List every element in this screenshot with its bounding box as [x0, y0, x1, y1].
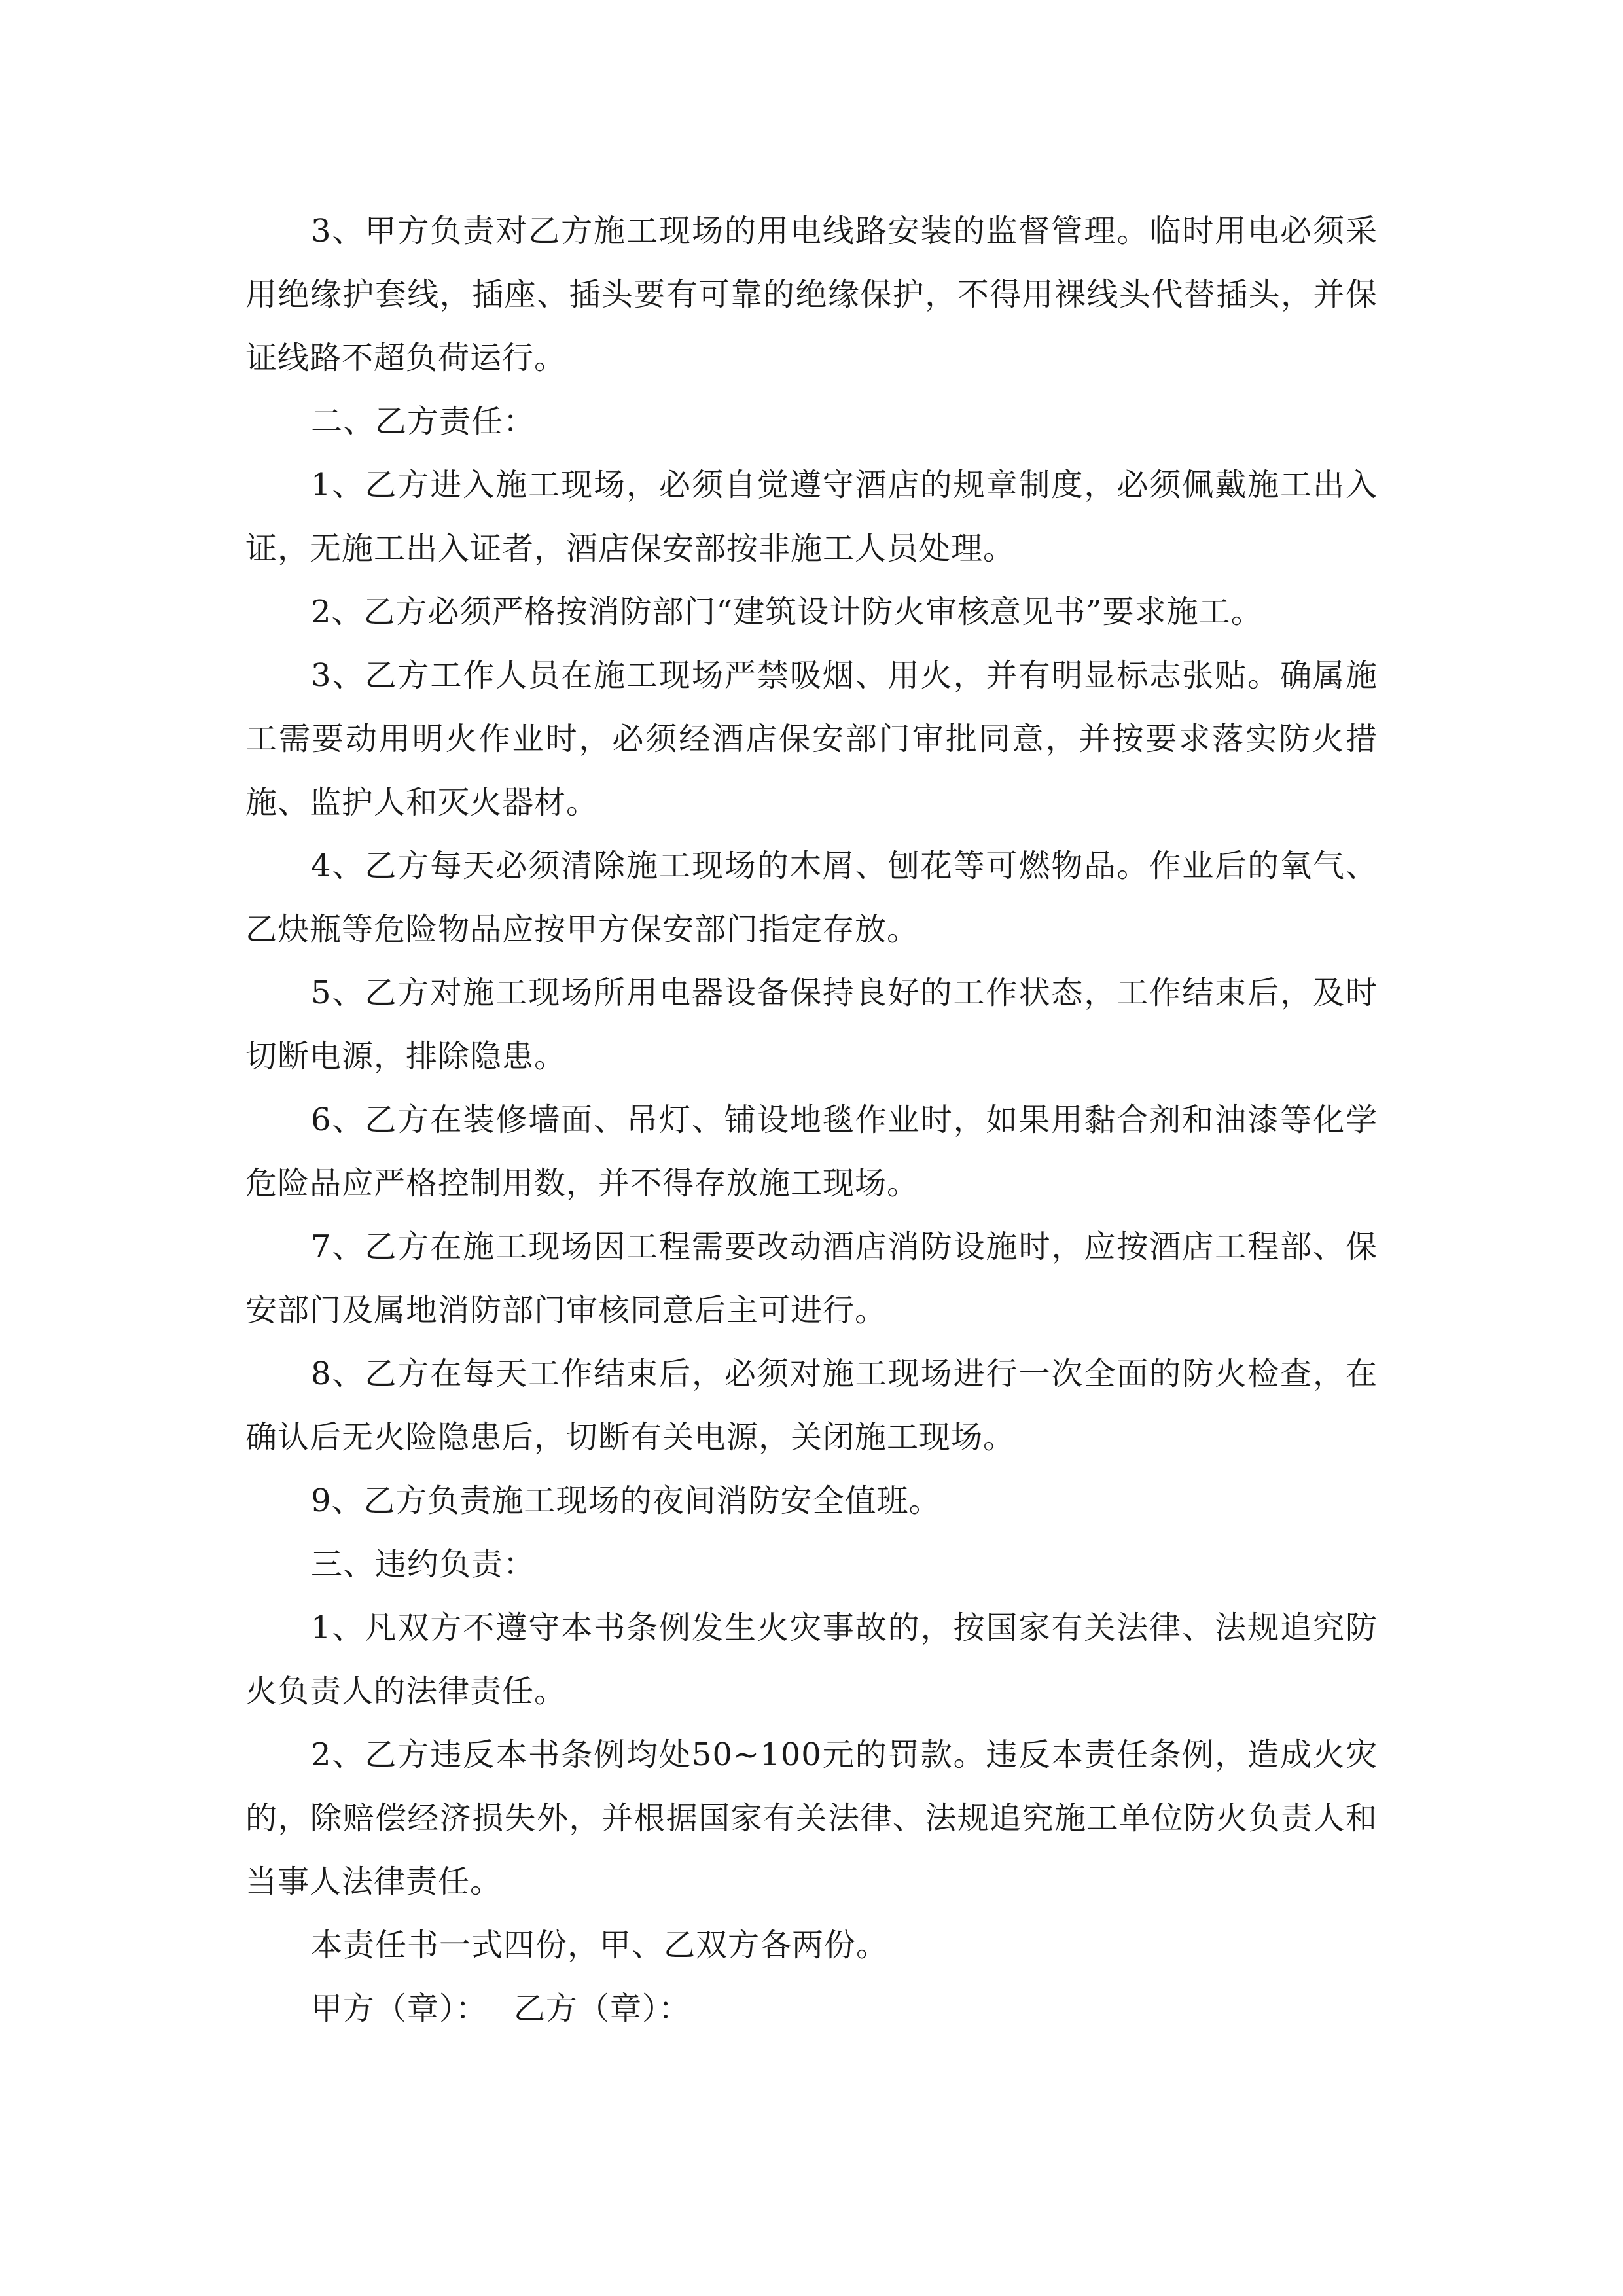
section-heading-party-b: 二、乙方责任： — [311, 403, 536, 440]
party-a-seal: 甲方（章）： — [311, 1990, 488, 2027]
clause-8-party-b: 8、乙方在每天工作结束后，必须对施工现场进行一次全面的防火检查，在确认后无火险隐患后，切断有关电源，关闭施工现场。 — [245, 1355, 1378, 1456]
clause-1-breach: 1、凡双方不遵守本书条例发生火灾事故的，按国家有关法律、法规追究防火负责人的法律责任。 — [245, 1609, 1378, 1710]
clause-3-party-a: 3、甲方负责对乙方施工现场的用电线路安装的监督管理。临时用电必须采用绝缘护套线，插座、插头要有可靠的绝缘保护，不得用裸线头代替插头，并保证线路不超负荷运行。 — [245, 213, 1378, 376]
signature-line — [245, 1977, 1378, 2041]
clause-7-party-b: 7、乙方在施工现场因工程需要改动酒店消防设施时，应按酒店工程部、保安部门及属地消防部门审核同意后主可进行。 — [245, 1229, 1378, 1329]
document-body — [245, 200, 1378, 2041]
clause-1-party-b: 1、乙方进入施工现场，必须自觉遵守酒店的规章制度，必须佩戴施工出入证，无施工出入证者，酒店保安部按非施工人员处理。 — [245, 467, 1378, 567]
clause-2-breach: 2、乙方违反本书条例均处50~100元的罚款。违反本责任条例，造成火灾的，除赔偿经济损失外，并根据国家有关法律、法规追究施工单位防火负责人和当事人法律责任。 — [245, 1736, 1378, 1900]
clause-3-party-b: 3、乙方工作人员在施工现场严禁吸烟、用火，并有明显标志张贴。确属施工需要动用明火作业时，必须经酒店保安部门审批同意，并按要求落实防火措施、监护人和灭火器材。 — [245, 657, 1378, 821]
clause-9-party-b: 9、乙方负责施工现场的夜间消防安全值班。 — [311, 1482, 941, 1519]
clause-4-party-b: 4、乙方每天必须清除施工现场的木屑、刨花等可燃物品。作业后的氧气、乙炔瓶等危险物品应按甲方保安部门指定存放。 — [245, 848, 1378, 948]
party-b-seal: 乙方（章）： — [514, 1990, 691, 2027]
clause-5-party-b: 5、乙方对施工现场所用电器设备保持良好的工作状态，工作结束后，及时切断电源，排除隐患。 — [245, 975, 1378, 1075]
clause-6-party-b: 6、乙方在装修墙面、吊灯、铺设地毯作业时，如果用黏合剂和油漆等化学危险品应严格控制用数，并不得存放施工现场。 — [245, 1102, 1378, 1202]
copies-statement: 本责任书一式四份，甲、乙双方各两份。 — [311, 1927, 889, 1964]
section-heading-breach: 三、违约负责： — [311, 1546, 536, 1583]
clause-2-party-b: 2、乙方必须严格按消防部门“建筑设计防火审核意见书”要求施工。 — [311, 594, 1263, 630]
